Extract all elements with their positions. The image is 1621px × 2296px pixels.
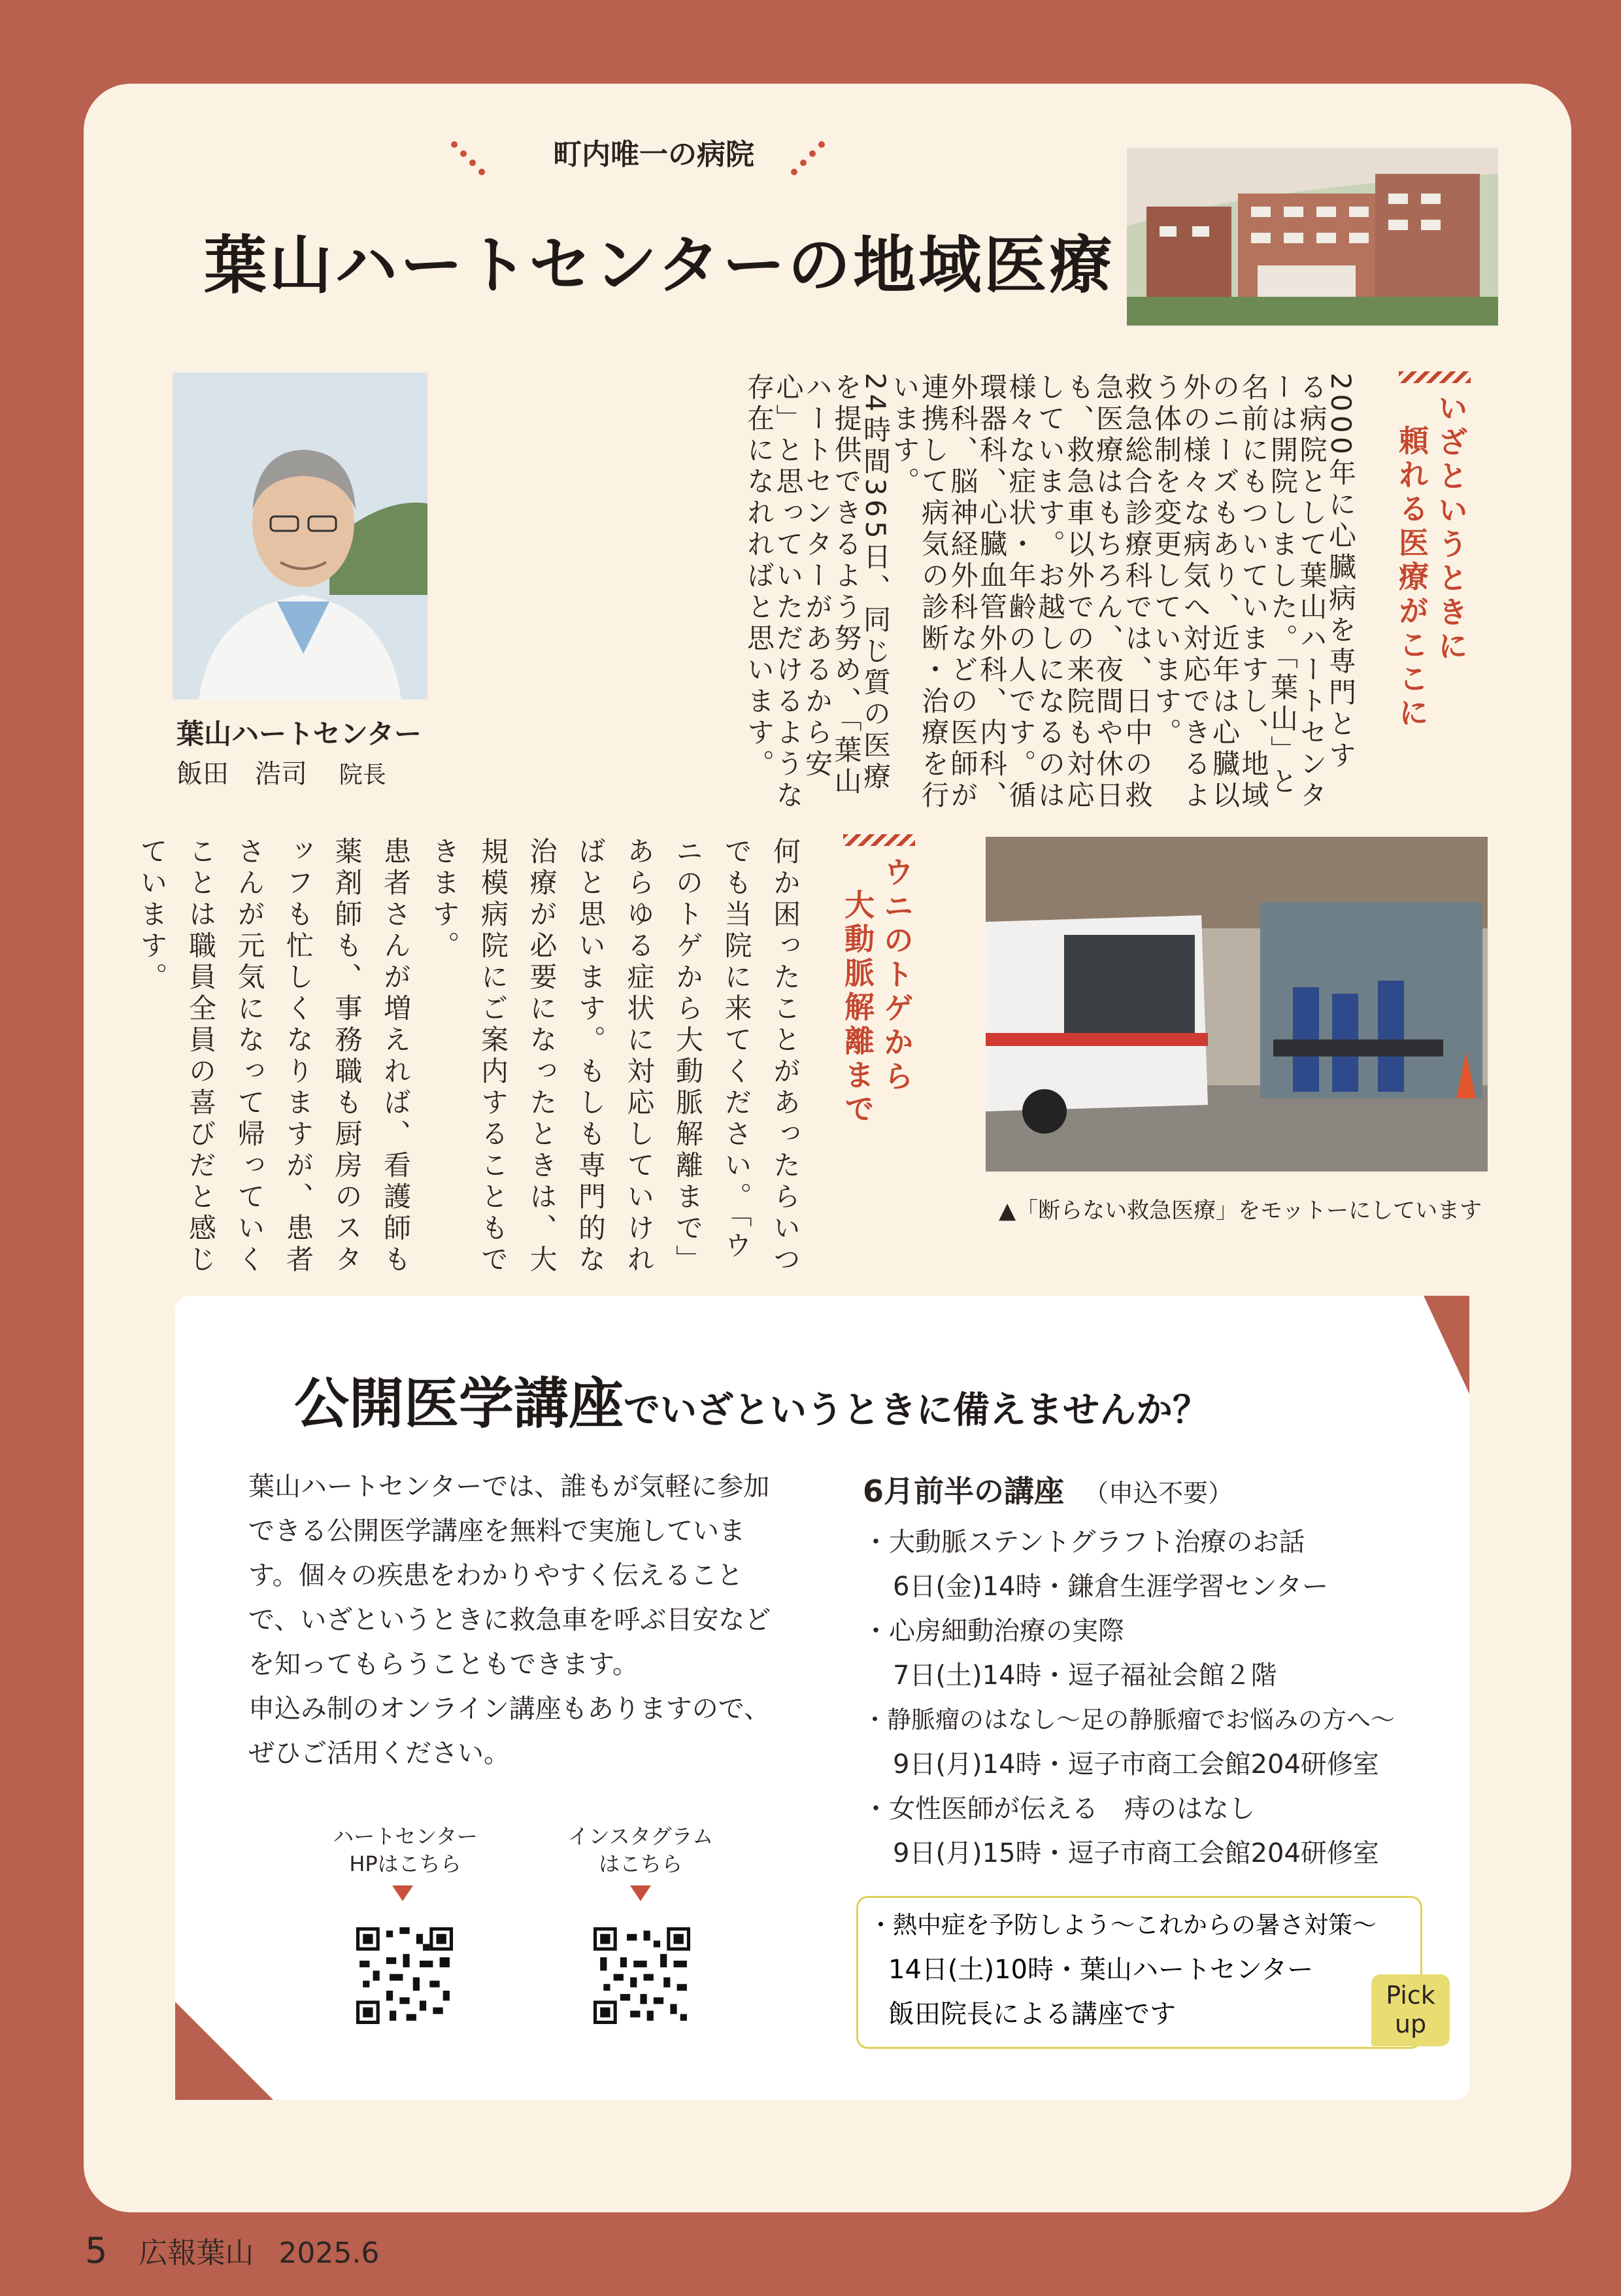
body-column: います。 (888, 373, 921, 498)
lecture-when: 9日(月)14時・逗子市商工会館204研修室 (893, 1749, 1379, 1780)
body-column: さんが元気になって帰っていく (233, 837, 266, 1276)
body-column: 連携して病気の診断・治療を行 (918, 373, 950, 812)
lecture-when: 9日(月)15時・逗子市商工会館204研修室 (893, 1838, 1379, 1868)
body-column: 治療が必要になったときは、大 (526, 837, 558, 1276)
kicker: 町内唯一の病院 (553, 138, 754, 171)
intro-line: で、いざというときに救急車を呼ぶ目安など (248, 1605, 771, 1635)
body-column: きます。 (428, 837, 461, 962)
intro-line: 葉山ハートセンターでは、誰もが気軽に参加 (248, 1472, 770, 1502)
lecture-when: 7日(土)14時・逗子福祉会館２階 (893, 1661, 1277, 1691)
qr-label-line: はこちら (598, 1851, 682, 1876)
body-column: のニーズもあり、近年は心臓以 (1209, 373, 1241, 812)
body-column: 規模病院にご案内することもで (477, 837, 509, 1276)
lecture-name: ・静脈瘤のはなし〜足の静脈瘤でお悩みの方へ〜 (863, 1706, 1395, 1734)
lecture-title (294, 1360, 1209, 1439)
hospital-building-photo (1127, 148, 1498, 326)
doctor-portrait (173, 373, 427, 700)
pickup-when: 14日(土)10時・葉山ハートセンター (888, 1955, 1314, 1985)
intro-line: す。個々の疾患をわかりやすく伝えること (248, 1561, 743, 1591)
body-column: 患者さんが増えれば、看護師も (380, 837, 412, 1276)
qr-label-hp (320, 1823, 490, 1878)
section1-heading-2: 頼れる医療がここに (1394, 425, 1429, 731)
pickup-note: 飯田院長による講座です (888, 1999, 1176, 2029)
body-column: ニのトゲから大動脈解離まで」 (672, 837, 704, 1276)
publication-name: 広報葉山 (139, 2237, 254, 2270)
schedule-heading-text: 6月前半の講座 (863, 1474, 1065, 1509)
body-column: る病院として葉山ハートセンタ (1295, 373, 1328, 812)
body-column: 薬剤師も、事務職も厨房のスタ (331, 837, 363, 1276)
lecture-name: ・心房細動治療の実際 (863, 1616, 1124, 1646)
doctor-name: 飯田 浩司 (176, 759, 307, 789)
body-column: ことは職員全員の喜びだと感じ (185, 837, 217, 1276)
lecture-title-sub: でいざというときに備えませんか？ (624, 1389, 1210, 1432)
body-column: 環器科、心臓血管外科、内科、 (976, 373, 1008, 812)
section2-stripes (843, 834, 915, 846)
pickup-lecture (856, 1896, 1422, 2049)
body-column: でも当院に来てください。「ウ (720, 837, 753, 1262)
section2-heading-2: 大動脈解離まで (840, 889, 875, 1127)
schedule-heading (863, 1468, 1451, 1511)
section2-heading-1: ウニのトゲから (879, 856, 914, 1094)
body-column: しています。お越しになるのは (1034, 373, 1066, 812)
body-column: 外の様々な病気へ対応できるよ (1179, 373, 1212, 812)
lecture-title-main: 公開医学講座 (294, 1372, 624, 1436)
body-column: 外科、脳神経外科などの医師が (946, 373, 979, 812)
body-column: 名前にもついていますし、地域 (1237, 373, 1270, 812)
box-corner-top-right (1424, 1296, 1469, 1394)
body-column: も、救急車以外での来院も対応 (1063, 373, 1095, 812)
body-column: う体制を変更しています。 (1150, 373, 1182, 749)
section1-stripes (1399, 371, 1471, 383)
triangle-down-icon (392, 1885, 413, 1901)
qr-label-instagram (556, 1823, 726, 1878)
body-column: を提供できるよう努め、「葉山 (830, 373, 863, 798)
photo-caption: ▲「断らない救急医療」をモットーにしています (999, 1198, 1482, 1224)
page-footer (85, 2229, 379, 2271)
body-column: ハートセンターがあるから安 (801, 373, 833, 781)
pickup-name: ・熱中症を予防しよう〜これからの暑さ対策〜 (869, 1911, 1377, 1939)
body-column: 24時間365日、同じ質の医療 (860, 373, 892, 794)
intro-line: できる公開医学講座を無料で実施していま (248, 1516, 745, 1546)
lecture-name: ・大動脈ステントグラフト治療のお話 (863, 1527, 1305, 1557)
page-title: 葉山ハートセンターの地域医療 (204, 229, 1115, 302)
body-column: ばと思います。もしも専門的な (575, 837, 607, 1276)
page-number: 5 (85, 2230, 108, 2271)
publication-date: 2025.6 (278, 2237, 380, 2270)
intro-line: ぜひご活用ください。 (248, 1738, 510, 1768)
pickup-badge-line: up (1394, 2010, 1427, 2038)
qr-label-line: HPはこちら (349, 1851, 461, 1876)
qr-label-line: ハートセンター (333, 1824, 478, 1849)
lecture-name: ・女性医師が伝える 痔のはなし (863, 1794, 1255, 1824)
body-column: あらゆる症状に対応していけれ (623, 837, 656, 1276)
ambulance-photo (986, 837, 1488, 1172)
qr-code-icon[interactable] (593, 1927, 690, 2024)
schedule-note: （申込不要） (1084, 1479, 1233, 1508)
qr-code-icon[interactable] (356, 1927, 453, 2024)
lecture-intro (248, 1464, 837, 1776)
kicker-dots-right (791, 141, 830, 180)
doctor-name-line (176, 753, 386, 790)
body-column: ーは開院しました。「葉山」と (1267, 373, 1299, 798)
body-column: 様々な症状・年齢の人です。循 (1005, 373, 1037, 812)
doctor-role: 院長 (339, 762, 386, 788)
qr-label-line: インスタグラム (567, 1824, 714, 1849)
triangle-down-icon (630, 1885, 651, 1901)
section1-heading-1: いざというときに (1433, 392, 1469, 664)
doctor-org: 葉山ハートセンター (176, 718, 422, 750)
body-column: 救急総合診療科では、日中の救 (1121, 373, 1154, 812)
body-column: ています。 (136, 837, 169, 994)
pickup-badge-line: Pick (1386, 1981, 1435, 2010)
lecture-schedule (863, 1468, 1451, 1876)
intro-line: 申込み制のオンライン講座もありますので、 (248, 1694, 770, 1724)
pickup-badge (1371, 1974, 1450, 2046)
body-column: 心」と思っていただけるような (772, 373, 805, 812)
body-column: 2000年に心臓病を専門とす (1325, 373, 1357, 772)
intro-line: を知ってもらうこともできます。 (248, 1649, 639, 1680)
lecture-when: 6日(金)14時・鎌倉生涯学習センター (893, 1572, 1328, 1602)
body-column: 何か困ったことがあったらいつ (769, 837, 801, 1276)
body-column: 急医療はもちろん、夜間や休日 (1092, 373, 1124, 812)
box-corner-bottom-left (175, 2002, 273, 2100)
body-column: ッフも忙しくなりますが、患者 (282, 837, 314, 1276)
body-column: 存在になれればと思います。 (743, 373, 775, 781)
